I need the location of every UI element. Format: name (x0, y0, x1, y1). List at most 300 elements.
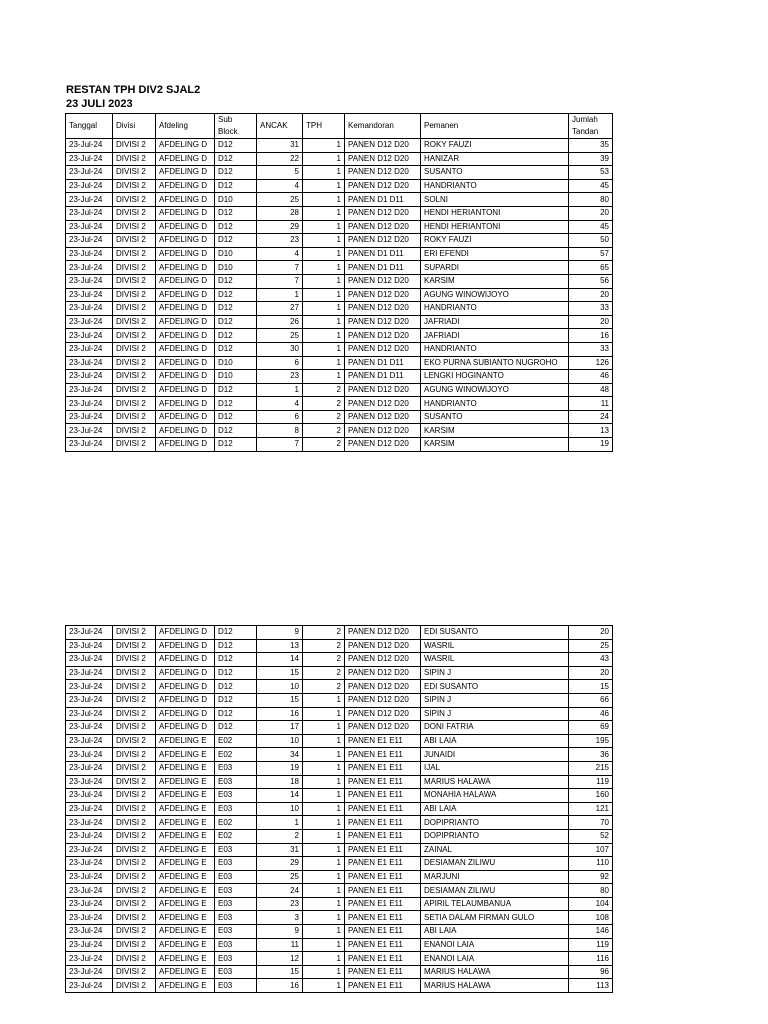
cell-pemanen: SOLNI (421, 193, 569, 207)
cell-sub-block: D12 (215, 707, 257, 721)
table-row (66, 829, 613, 843)
cell-ancak: 31 (257, 139, 303, 153)
cell-tanggal: 23-Jul-24 (66, 938, 113, 952)
cell-tph: 1 (303, 206, 345, 220)
cell-pemanen: SIPIN J (421, 707, 569, 721)
cell-tanggal: 23-Jul-24 (66, 802, 113, 816)
cell-tph: 1 (303, 234, 345, 248)
table-row (66, 843, 613, 857)
table-row (66, 179, 613, 193)
cell-tph: 1 (303, 857, 345, 871)
table-row (66, 802, 613, 816)
cell-pemanen: ROKY FAUZI (421, 234, 569, 248)
cell-pemanen: DOPIPRIANTO (421, 829, 569, 843)
cell-divisi: DIVISI 2 (113, 139, 156, 153)
cell-afdeling: AFDELING E (156, 965, 215, 979)
cell-sub-block: E03 (215, 870, 257, 884)
cell-ancak: 18 (257, 775, 303, 789)
cell-tph: 1 (303, 193, 345, 207)
cell-afdeling: AFDELING E (156, 857, 215, 871)
cell-ancak: 13 (257, 639, 303, 653)
header-jumlah-tandan: Jumlah Tandan (569, 114, 613, 139)
cell-afdeling: AFDELING E (156, 775, 215, 789)
cell-sub-block: D12 (215, 274, 257, 288)
cell-afdeling: AFDELING D (156, 666, 215, 680)
cell-tph: 1 (303, 693, 345, 707)
cell-ancak: 26 (257, 315, 303, 329)
cell-pemanen: EDI SUSANTO (421, 680, 569, 694)
cell-tph: 1 (303, 789, 345, 803)
cell-tanggal: 23-Jul-24 (66, 424, 113, 438)
cell-sub-block: D12 (215, 288, 257, 302)
cell-tph: 1 (303, 816, 345, 830)
cell-kemandoran: PANEN D12 D20 (345, 424, 421, 438)
cell-tanggal: 23-Jul-24 (66, 234, 113, 248)
cell-divisi: DIVISI 2 (113, 965, 156, 979)
cell-divisi: DIVISI 2 (113, 247, 156, 261)
cell-tanggal: 23-Jul-24 (66, 816, 113, 830)
cell-jumlah-tandan: 48 (569, 383, 613, 397)
cell-tanggal: 23-Jul-24 (66, 857, 113, 871)
cell-kemandoran: PANEN D12 D20 (345, 438, 421, 452)
cell-ancak: 11 (257, 938, 303, 952)
cell-ancak: 4 (257, 179, 303, 193)
cell-tanggal: 23-Jul-24 (66, 274, 113, 288)
cell-tanggal: 23-Jul-24 (66, 666, 113, 680)
cell-tph: 2 (303, 438, 345, 452)
cell-divisi: DIVISI 2 (113, 748, 156, 762)
cell-pemanen: JUNAIDI (421, 748, 569, 762)
cell-divisi: DIVISI 2 (113, 857, 156, 871)
cell-sub-block: E03 (215, 952, 257, 966)
cell-divisi: DIVISI 2 (113, 979, 156, 993)
cell-tanggal: 23-Jul-24 (66, 707, 113, 721)
cell-kemandoran: PANEN E1 E11 (345, 748, 421, 762)
table-row (66, 288, 613, 302)
cell-tanggal: 23-Jul-24 (66, 152, 113, 166)
cell-afdeling: AFDELING E (156, 925, 215, 939)
cell-ancak: 6 (257, 410, 303, 424)
cell-afdeling: AFDELING D (156, 383, 215, 397)
cell-tph: 2 (303, 666, 345, 680)
cell-pemanen: EKO PURNA SUBIANTO NUGROHO (421, 356, 569, 370)
cell-afdeling: AFDELING E (156, 952, 215, 966)
cell-ancak: 22 (257, 152, 303, 166)
cell-tanggal: 23-Jul-24 (66, 193, 113, 207)
cell-tanggal: 23-Jul-24 (66, 302, 113, 316)
cell-jumlah-tandan: 43 (569, 653, 613, 667)
cell-tph: 1 (303, 938, 345, 952)
cell-pemanen: ENANOI LAIA (421, 938, 569, 952)
cell-pemanen: JAFRIADI (421, 315, 569, 329)
cell-divisi: DIVISI 2 (113, 166, 156, 180)
cell-tanggal: 23-Jul-24 (66, 721, 113, 735)
cell-pemanen: SUSANTO (421, 410, 569, 424)
cell-ancak: 14 (257, 653, 303, 667)
cell-tph: 1 (303, 952, 345, 966)
cell-afdeling: AFDELING D (156, 288, 215, 302)
cell-sub-block: D10 (215, 193, 257, 207)
cell-tph: 1 (303, 721, 345, 735)
report-date: 23 JULI 2023 (66, 98, 133, 110)
cell-jumlah-tandan: 80 (569, 193, 613, 207)
cell-ancak: 2 (257, 829, 303, 843)
cell-jumlah-tandan: 80 (569, 884, 613, 898)
cell-divisi: DIVISI 2 (113, 179, 156, 193)
cell-afdeling: AFDELING E (156, 843, 215, 857)
cell-jumlah-tandan: 126 (569, 356, 613, 370)
cell-sub-block: E03 (215, 925, 257, 939)
table-row (66, 721, 613, 735)
cell-pemanen: ENANOI LAIA (421, 952, 569, 966)
cell-kemandoran: PANEN D12 D20 (345, 680, 421, 694)
cell-kemandoran: PANEN D12 D20 (345, 179, 421, 193)
cell-tanggal: 23-Jul-24 (66, 843, 113, 857)
cell-tanggal: 23-Jul-24 (66, 870, 113, 884)
cell-afdeling: AFDELING E (156, 748, 215, 762)
table-row (66, 302, 613, 316)
cell-kemandoran: PANEN D12 D20 (345, 152, 421, 166)
cell-tph: 1 (303, 843, 345, 857)
cell-kemandoran: PANEN E1 E11 (345, 816, 421, 830)
cell-afdeling: AFDELING E (156, 938, 215, 952)
cell-afdeling: AFDELING E (156, 761, 215, 775)
cell-ancak: 15 (257, 965, 303, 979)
table-row (66, 693, 613, 707)
cell-jumlah-tandan: 33 (569, 342, 613, 356)
cell-jumlah-tandan: 57 (569, 247, 613, 261)
cell-tph: 2 (303, 424, 345, 438)
cell-tanggal: 23-Jul-24 (66, 206, 113, 220)
cell-kemandoran: PANEN D12 D20 (345, 288, 421, 302)
table-row (66, 680, 613, 694)
cell-pemanen: ROKY FAUZI (421, 139, 569, 153)
cell-jumlah-tandan: 20 (569, 626, 613, 640)
cell-tanggal: 23-Jul-24 (66, 315, 113, 329)
cell-jumlah-tandan: 104 (569, 897, 613, 911)
cell-afdeling: AFDELING E (156, 911, 215, 925)
cell-sub-block: D12 (215, 342, 257, 356)
cell-tph: 1 (303, 802, 345, 816)
cell-afdeling: AFDELING D (156, 707, 215, 721)
cell-divisi: DIVISI 2 (113, 424, 156, 438)
header-kemandoran: Kemandoran (345, 114, 421, 139)
cell-kemandoran: PANEN E1 E11 (345, 965, 421, 979)
cell-sub-block: D12 (215, 315, 257, 329)
cell-kemandoran: PANEN E1 E11 (345, 884, 421, 898)
table-row (66, 274, 613, 288)
cell-jumlah-tandan: 45 (569, 179, 613, 193)
cell-divisi: DIVISI 2 (113, 152, 156, 166)
cell-tanggal: 23-Jul-24 (66, 884, 113, 898)
cell-divisi: DIVISI 2 (113, 870, 156, 884)
cell-ancak: 1 (257, 383, 303, 397)
cell-divisi: DIVISI 2 (113, 639, 156, 653)
cell-tph: 1 (303, 179, 345, 193)
cell-pemanen: SETIA DALAM FIRMAN GULO (421, 911, 569, 925)
cell-divisi: DIVISI 2 (113, 925, 156, 939)
cell-afdeling: AFDELING E (156, 870, 215, 884)
cell-jumlah-tandan: 56 (569, 274, 613, 288)
cell-kemandoran: PANEN E1 E11 (345, 911, 421, 925)
cell-afdeling: AFDELING D (156, 139, 215, 153)
cell-pemanen: DOPIPRIANTO (421, 816, 569, 830)
cell-afdeling: AFDELING D (156, 152, 215, 166)
cell-tanggal: 23-Jul-24 (66, 247, 113, 261)
table-row (66, 884, 613, 898)
cell-kemandoran: PANEN D12 D20 (345, 302, 421, 316)
cell-tanggal: 23-Jul-24 (66, 410, 113, 424)
cell-ancak: 31 (257, 843, 303, 857)
cell-kemandoran: PANEN D12 D20 (345, 707, 421, 721)
cell-afdeling: AFDELING D (156, 626, 215, 640)
cell-pemanen: ABI LAIA (421, 802, 569, 816)
cell-pemanen: MARIUS HALAWA (421, 965, 569, 979)
cell-ancak: 3 (257, 911, 303, 925)
cell-tph: 1 (303, 965, 345, 979)
cell-jumlah-tandan: 46 (569, 370, 613, 384)
cell-ancak: 34 (257, 748, 303, 762)
cell-pemanen: DESIAMAN ZILIWU (421, 884, 569, 898)
cell-pemanen: ERI EFENDI (421, 247, 569, 261)
table-row (66, 626, 613, 640)
cell-jumlah-tandan: 20 (569, 206, 613, 220)
cell-sub-block: D12 (215, 639, 257, 653)
cell-pemanen: KARSIM (421, 424, 569, 438)
cell-ancak: 16 (257, 707, 303, 721)
cell-divisi: DIVISI 2 (113, 829, 156, 843)
cell-ancak: 6 (257, 356, 303, 370)
cell-kemandoran: PANEN D1 D11 (345, 370, 421, 384)
header-divisi: Divisi (113, 114, 156, 139)
cell-tanggal: 23-Jul-24 (66, 166, 113, 180)
cell-kemandoran: PANEN D12 D20 (345, 234, 421, 248)
cell-ancak: 7 (257, 438, 303, 452)
cell-sub-block: E02 (215, 829, 257, 843)
cell-divisi: DIVISI 2 (113, 911, 156, 925)
table-row (66, 438, 613, 452)
cell-sub-block: D12 (215, 410, 257, 424)
cell-tph: 1 (303, 261, 345, 275)
cell-afdeling: AFDELING E (156, 816, 215, 830)
cell-jumlah-tandan: 119 (569, 775, 613, 789)
table-row (66, 356, 613, 370)
cell-jumlah-tandan: 160 (569, 789, 613, 803)
table-row (66, 748, 613, 762)
cell-tanggal: 23-Jul-24 (66, 220, 113, 234)
cell-divisi: DIVISI 2 (113, 274, 156, 288)
cell-tanggal: 23-Jul-24 (66, 342, 113, 356)
cell-sub-block: E03 (215, 884, 257, 898)
cell-afdeling: AFDELING D (156, 302, 215, 316)
cell-tph: 1 (303, 884, 345, 898)
header-pemanen: Pemanen (421, 114, 569, 139)
cell-jumlah-tandan: 65 (569, 261, 613, 275)
cell-pemanen: DESIAMAN ZILIWU (421, 857, 569, 871)
cell-sub-block: D10 (215, 356, 257, 370)
cell-divisi: DIVISI 2 (113, 383, 156, 397)
cell-jumlah-tandan: 116 (569, 952, 613, 966)
cell-tph: 1 (303, 356, 345, 370)
cell-jumlah-tandan: 50 (569, 234, 613, 248)
cell-pemanen: SIPIN J (421, 693, 569, 707)
cell-tph: 2 (303, 639, 345, 653)
cell-tph: 1 (303, 274, 345, 288)
cell-pemanen: HANDRIANTO (421, 179, 569, 193)
cell-tph: 1 (303, 775, 345, 789)
table-row (66, 206, 613, 220)
cell-afdeling: AFDELING E (156, 897, 215, 911)
cell-pemanen: ABI LAIA (421, 925, 569, 939)
table-row (66, 816, 613, 830)
cell-pemanen: LENGKI HOGINANTO (421, 370, 569, 384)
cell-jumlah-tandan: 24 (569, 410, 613, 424)
table-row (66, 397, 613, 411)
cell-tanggal: 23-Jul-24 (66, 775, 113, 789)
table-row (66, 234, 613, 248)
cell-tph: 1 (303, 911, 345, 925)
table-row (66, 925, 613, 939)
table-row (66, 789, 613, 803)
cell-divisi: DIVISI 2 (113, 342, 156, 356)
cell-tph: 1 (303, 166, 345, 180)
cell-sub-block: D10 (215, 247, 257, 261)
header-sub-block: Sub Block (215, 114, 257, 139)
cell-kemandoran: PANEN D12 D20 (345, 653, 421, 667)
cell-tanggal: 23-Jul-24 (66, 639, 113, 653)
cell-divisi: DIVISI 2 (113, 193, 156, 207)
cell-afdeling: AFDELING E (156, 979, 215, 993)
cell-ancak: 19 (257, 761, 303, 775)
cell-kemandoran: PANEN E1 E11 (345, 870, 421, 884)
cell-sub-block: E03 (215, 911, 257, 925)
cell-tanggal: 23-Jul-24 (66, 965, 113, 979)
cell-tph: 1 (303, 220, 345, 234)
cell-pemanen: SUPARDI (421, 261, 569, 275)
cell-afdeling: AFDELING D (156, 261, 215, 275)
cell-jumlah-tandan: 46 (569, 707, 613, 721)
cell-tanggal: 23-Jul-24 (66, 693, 113, 707)
cell-pemanen: WASRIL (421, 653, 569, 667)
cell-divisi: DIVISI 2 (113, 329, 156, 343)
table-row (66, 247, 613, 261)
cell-divisi: DIVISI 2 (113, 370, 156, 384)
cell-afdeling: AFDELING E (156, 884, 215, 898)
cell-sub-block: D10 (215, 261, 257, 275)
cell-pemanen: KARSIM (421, 274, 569, 288)
cell-afdeling: AFDELING D (156, 206, 215, 220)
cell-jumlah-tandan: 146 (569, 925, 613, 939)
cell-pemanen: HANDRIANTO (421, 397, 569, 411)
cell-jumlah-tandan: 119 (569, 938, 613, 952)
cell-jumlah-tandan: 36 (569, 748, 613, 762)
table-row (66, 761, 613, 775)
cell-jumlah-tandan: 45 (569, 220, 613, 234)
cell-sub-block: D12 (215, 139, 257, 153)
cell-afdeling: AFDELING D (156, 193, 215, 207)
cell-jumlah-tandan: 110 (569, 857, 613, 871)
cell-kemandoran: PANEN E1 E11 (345, 802, 421, 816)
cell-jumlah-tandan: 108 (569, 911, 613, 925)
cell-tanggal: 23-Jul-24 (66, 979, 113, 993)
cell-tph: 1 (303, 139, 345, 153)
cell-jumlah-tandan: 107 (569, 843, 613, 857)
cell-pemanen: DONI FATRIA (421, 721, 569, 735)
cell-jumlah-tandan: 96 (569, 965, 613, 979)
table-row (66, 410, 613, 424)
cell-ancak: 23 (257, 897, 303, 911)
table-row (66, 193, 613, 207)
cell-afdeling: AFDELING D (156, 693, 215, 707)
cell-divisi: DIVISI 2 (113, 206, 156, 220)
cell-kemandoran: PANEN D12 D20 (345, 139, 421, 153)
cell-tph: 1 (303, 979, 345, 993)
cell-kemandoran: PANEN E1 E11 (345, 979, 421, 993)
cell-tanggal: 23-Jul-24 (66, 897, 113, 911)
cell-afdeling: AFDELING D (156, 234, 215, 248)
cell-ancak: 4 (257, 397, 303, 411)
cell-jumlah-tandan: 20 (569, 666, 613, 680)
cell-divisi: DIVISI 2 (113, 680, 156, 694)
cell-divisi: DIVISI 2 (113, 302, 156, 316)
cell-tph: 1 (303, 829, 345, 843)
cell-jumlah-tandan: 20 (569, 315, 613, 329)
cell-jumlah-tandan: 20 (569, 288, 613, 302)
cell-afdeling: AFDELING D (156, 329, 215, 343)
cell-tph: 1 (303, 247, 345, 261)
cell-kemandoran: PANEN E1 E11 (345, 952, 421, 966)
cell-ancak: 1 (257, 288, 303, 302)
cell-jumlah-tandan: 19 (569, 438, 613, 452)
cell-ancak: 25 (257, 329, 303, 343)
cell-jumlah-tandan: 215 (569, 761, 613, 775)
cell-afdeling: AFDELING D (156, 680, 215, 694)
cell-afdeling: AFDELING D (156, 397, 215, 411)
cell-kemandoran: PANEN D12 D20 (345, 274, 421, 288)
cell-kemandoran: PANEN D12 D20 (345, 410, 421, 424)
cell-kemandoran: PANEN D12 D20 (345, 206, 421, 220)
cell-ancak: 27 (257, 302, 303, 316)
cell-jumlah-tandan: 52 (569, 829, 613, 843)
cell-tph: 2 (303, 626, 345, 640)
cell-afdeling: AFDELING D (156, 179, 215, 193)
table-row (66, 734, 613, 748)
table-row (66, 952, 613, 966)
cell-divisi: DIVISI 2 (113, 721, 156, 735)
cell-sub-block: E02 (215, 816, 257, 830)
cell-sub-block: E03 (215, 802, 257, 816)
table-row (66, 639, 613, 653)
cell-kemandoran: PANEN D12 D20 (345, 383, 421, 397)
table-row (66, 139, 613, 153)
table-row (66, 775, 613, 789)
cell-ancak: 29 (257, 220, 303, 234)
cell-kemandoran: PANEN D1 D11 (345, 247, 421, 261)
cell-ancak: 7 (257, 274, 303, 288)
cell-sub-block: D12 (215, 424, 257, 438)
cell-divisi: DIVISI 2 (113, 802, 156, 816)
cell-divisi: DIVISI 2 (113, 761, 156, 775)
cell-afdeling: AFDELING D (156, 370, 215, 384)
cell-afdeling: AFDELING E (156, 829, 215, 843)
table-row (66, 383, 613, 397)
table-row (66, 938, 613, 952)
cell-jumlah-tandan: 11 (569, 397, 613, 411)
cell-afdeling: AFDELING D (156, 247, 215, 261)
cell-tanggal: 23-Jul-24 (66, 829, 113, 843)
cell-kemandoran: PANEN E1 E11 (345, 938, 421, 952)
cell-ancak: 15 (257, 693, 303, 707)
